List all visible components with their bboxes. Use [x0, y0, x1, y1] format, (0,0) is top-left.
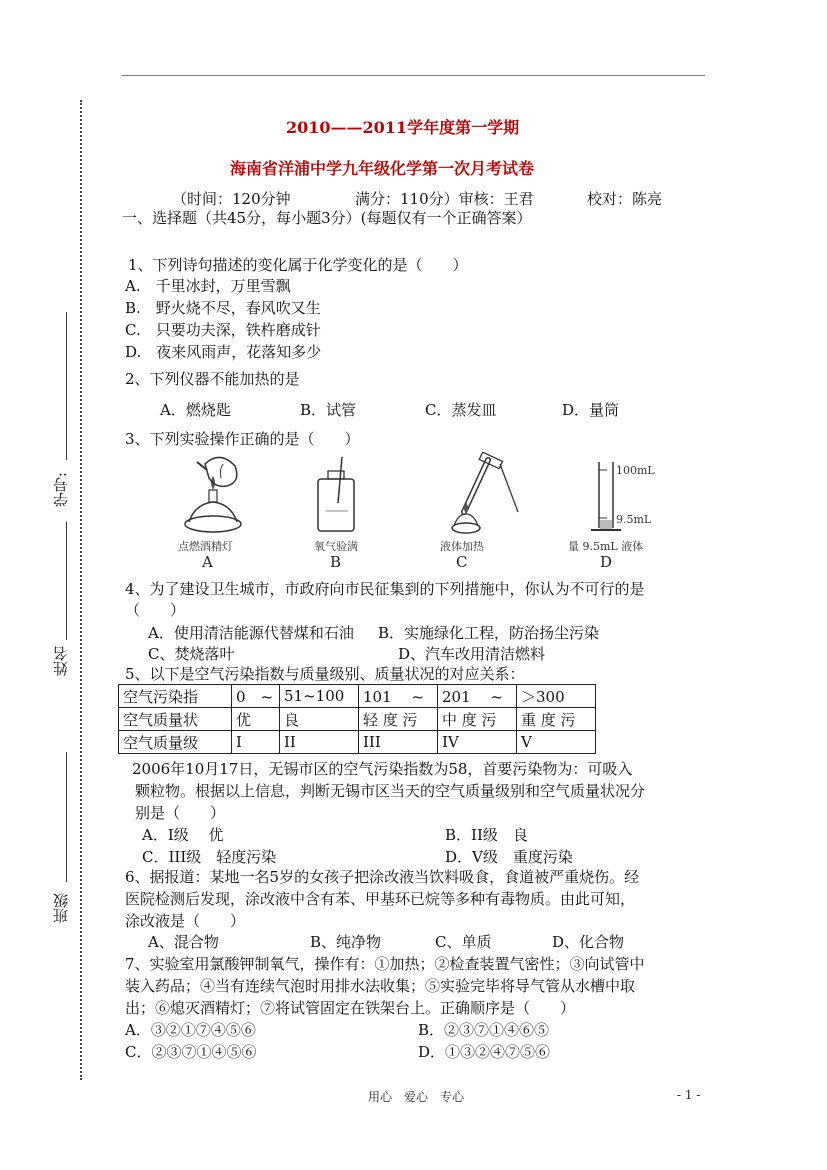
table-cell: 轻 度 污	[359, 708, 438, 731]
student-id-line	[66, 312, 67, 460]
q1-option-d: D. 夜来风雨声，花落知多少	[125, 343, 322, 361]
table-cell: 良	[280, 708, 359, 731]
q2-option-d: D．量筒	[562, 401, 620, 419]
q7-option-d: D．①③②④⑦⑤⑥	[418, 1043, 551, 1061]
table-cell: 空气污染指	[119, 685, 232, 708]
exam-title: 海南省洋浦中学九年级化学第一次月考试卷	[230, 159, 535, 178]
q2-option-a: A．燃烧匙	[160, 401, 231, 419]
section-heading: 一、选择题（共45分，每小题3分）(每题仅有一个正确答案）	[122, 209, 532, 227]
q4-option-b: B．实施绿化工程，防治扬尘污染	[378, 624, 600, 642]
q7-option-a: A．③②①⑦④⑤⑥	[125, 1021, 256, 1039]
q6-line3: 涂改液是（ ）	[125, 912, 246, 930]
figure-b-caption: 氧气验满	[314, 540, 358, 553]
table-cell: 51~100	[280, 685, 359, 708]
table-cell: 空气质量级	[119, 731, 232, 754]
q6-option-b: B、纯净物	[310, 933, 382, 951]
q5-option-c: C．III级 轻度污染	[142, 848, 277, 866]
table-cell: 0 ~	[232, 685, 280, 708]
q5-option-a: A．I级 优	[142, 826, 224, 844]
q5-option-d: D．V级 重度污染	[445, 848, 573, 866]
figure-b-letter: B	[330, 553, 342, 571]
name-label: 姓名	[52, 646, 70, 676]
table-cell: III	[359, 731, 438, 754]
table-cell: 重 度 污	[517, 708, 596, 731]
table-cell: 中 度 污	[438, 708, 517, 731]
q2-option-b: B．试管	[300, 401, 357, 419]
figure-c-letter: C	[456, 553, 468, 571]
figure-d-letter: D	[600, 553, 613, 571]
q7-option-b: B．②③⑦①④⑥⑤	[418, 1021, 550, 1039]
student-id-label: 学号:	[52, 472, 70, 508]
student-id-line-lower	[66, 522, 67, 640]
q5-paragraph-line2: 颗粒物。根据以上信息，判断无锡市区当天的空气质量级别和空气质量状况分	[135, 782, 646, 800]
figure-d-caption: 量 9.5mL 液体	[568, 540, 644, 553]
figure-a-caption: 点燃酒精灯	[178, 540, 233, 553]
table-row	[119, 731, 596, 754]
table-cell: ＞300	[517, 685, 596, 708]
q4-option-d: D、汽车改用清洁燃料	[398, 645, 546, 663]
figure-a-lighting-lamp	[175, 452, 255, 537]
table-row	[119, 708, 596, 731]
q3-stem: 3、下列实验操作正确的是（ ）	[125, 430, 360, 448]
q4-option-c: C、焚烧落叶	[148, 645, 235, 663]
table-cell: I	[232, 731, 280, 754]
table-cell: V	[517, 731, 596, 754]
q1-option-a: A. 千里冰封，万里雪飘	[125, 277, 291, 295]
q5-paragraph-line3: 别是（ ）	[135, 804, 226, 822]
table-cell: 101 ~	[359, 685, 438, 708]
q6-option-a: A、混合物	[148, 933, 219, 951]
q6-line2: 医院检测后发现，涂改液中含有苯、甲基环已烷等多种有毒物质。由此可知，	[125, 890, 636, 908]
q6-line1: 6、据报道：某地一名5岁的女孩子把涂改液当饮料吸食，食道被严重烧伤。经	[125, 868, 640, 886]
header-rule	[122, 75, 705, 76]
q4-stem-blank: （ ）	[125, 601, 186, 619]
table-cell: II	[280, 731, 359, 754]
q7-line3: 出；⑥熄灭酒精灯；⑦将试管固定在铁架台上。正确顺序是（ ）	[125, 999, 576, 1017]
q6-option-d: D、化合物	[552, 933, 625, 951]
table-cell: IV	[438, 731, 517, 754]
binding-margin-dotted-line	[80, 100, 82, 1080]
figure-c-liquid-heating	[440, 452, 530, 537]
q4-stem: 4、为了建设卫生城市，市政府向市民征集到的下列措施中，你认为不可行的是	[125, 580, 645, 598]
figure-a-letter: A	[202, 553, 213, 571]
figure-d-mark-bottom: 9.5mL	[616, 513, 652, 526]
class-line	[66, 752, 67, 882]
footer-motto: 用心 爱心 专心	[368, 1090, 465, 1104]
q5-paragraph-line1: 2006年10月17日，无锡市区的空气污染指数为58，首要污染物为：可吸入	[132, 760, 633, 778]
q7-option-c: C．②③⑦①④⑤⑥	[125, 1043, 257, 1061]
q1-option-c: C. 只要功夫深，铁杵磨成针	[125, 321, 321, 339]
class-label: 班级	[52, 893, 70, 923]
q1-stem: 1、下列诗句描述的变化属于化学变化的是（ ）	[128, 256, 468, 274]
page-number: - 1 -	[677, 1088, 701, 1102]
exam-term-title: 2010——2011学年度第一学期	[286, 118, 520, 137]
q6-option-c: C、单质	[435, 933, 492, 951]
figure-d-mark-top: 100mL	[616, 464, 655, 477]
q5-option-b: B．II级 良	[445, 826, 528, 844]
figure-b-oxygen-check	[312, 455, 362, 535]
exam-proofreader: 校对：陈亮	[587, 190, 663, 208]
air-quality-table	[118, 684, 596, 754]
table-cell: 空气质量状	[119, 708, 232, 731]
q5-stem: 5、以下是空气污染指数与质量级别、质量状况的对应关系：	[125, 665, 525, 683]
table-row	[119, 685, 596, 708]
table-cell: 201 ~	[438, 685, 517, 708]
q2-option-c: C．蒸发皿	[425, 401, 497, 419]
exam-score-reviewer: 满分：110分）审核：王君	[355, 190, 534, 208]
q2-stem: 2、下列仪器不能加热的是	[125, 370, 300, 388]
q1-option-b: B. 野火烧不尽，春风吹又生	[125, 299, 321, 317]
q4-option-a: A．使用清洁能源代替煤和石油	[148, 624, 354, 642]
q7-line1: 7、实验室用氯酸钾制氧气，操作有：①加热；②检查装置气密性；③向试管中	[125, 955, 645, 973]
q7-line2: 装入药品；④当有连续气泡时用排水法收集；⑤实验完毕将导气管从水槽中取	[125, 977, 636, 995]
exam-time: （时间：120分钟	[172, 190, 291, 208]
table-cell: 优	[232, 708, 280, 731]
figure-c-caption: 液体加热	[440, 540, 484, 553]
